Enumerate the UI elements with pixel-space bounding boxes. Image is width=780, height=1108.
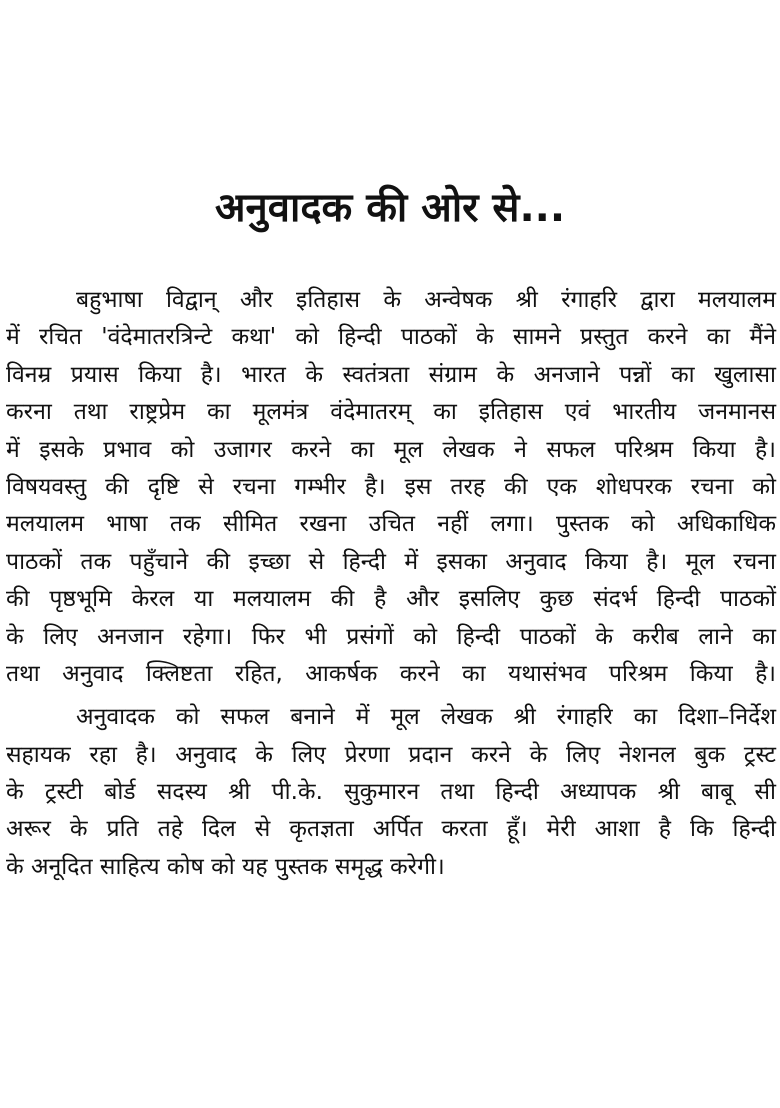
text-line: बहुभाषा विद्वान् और इतिहास के अन्वेषक श्री रंगाहरि द्वारा मलयालम bbox=[76, 287, 776, 313]
text-line: पाठकों तक पहुँचाने की इच्छा से हिन्दी में इसका अनुवाद किया है। मूल रचना bbox=[6, 548, 776, 575]
page-title: अनुवादक की ओर से... bbox=[214, 185, 566, 231]
text-line: के अनूदित साहित्य कोष को यह पुस्तक समृद्ध करेगी। bbox=[6, 853, 445, 880]
text-line: के लिए अनजान रहेगा। फिर भी प्रसंगों को हिन्दी पाठकों के करीब लाने का bbox=[6, 623, 776, 650]
text-line: अनुवादक को सफल बनाने में मूल लेखक श्री रंगाहरि का दिशा–निर्देश bbox=[76, 704, 776, 731]
text-line: विषयवस्तु की दृष्टि से रचना गम्भीर है। इस तरह की एक शोधपरक रचना को bbox=[6, 473, 776, 500]
text-line: करना तथा राष्ट्रप्रेम का मूलमंत्र वंदेमातरम् का इतिहास एवं भारतीय जनमानस bbox=[6, 399, 776, 426]
text-line: अरूर के प्रति तहे दिल से कृतज्ञता अर्पित करता हूँ। मेरी आशा है कि हिन्दी bbox=[6, 816, 776, 843]
text-line: तथा अनुवाद क्लिष्टता रहित, आकर्षक करने का यथासंभव परिश्रम किया है। bbox=[6, 660, 776, 687]
paragraph-1 bbox=[6, 282, 776, 693]
text-line: की पृष्ठभूमि केरल या मलयालम की है और इसलिए कुछ संदर्भ हिन्दी पाठकों bbox=[6, 586, 776, 613]
paragraph-2 bbox=[6, 699, 776, 886]
text-line: में इसके प्रभाव को उजागर करने का मूल लेखक ने सफल परिश्रम किया है। bbox=[6, 436, 776, 463]
text-line: विनम्र प्रयास किया है। भारत के स्वतंत्रता संग्राम के अनजाने पन्नों का खुलासा bbox=[6, 361, 776, 388]
text-line: सहायक रहा है। अनुवाद के लिए प्रेरणा प्रदान करने के लिए नेशनल बुक ट्रस्ट bbox=[6, 741, 776, 768]
text-line: में रचित 'वंदेमातरत्रिन्टे कथा' को हिन्दी पाठकों के सामने प्रस्तुत करने का मैंने bbox=[6, 324, 776, 351]
text-line: के ट्रस्टी बोर्ड सदस्य श्री पी.के. सुकुमारन तथा हिन्दी अध्यापक श्री बाबू सी bbox=[6, 779, 776, 806]
text-line: मलयालम भाषा तक सीमित रखना उचित नहीं लगा। पुस्तक को अधिकाधिक bbox=[6, 511, 776, 538]
document-body bbox=[6, 282, 776, 886]
